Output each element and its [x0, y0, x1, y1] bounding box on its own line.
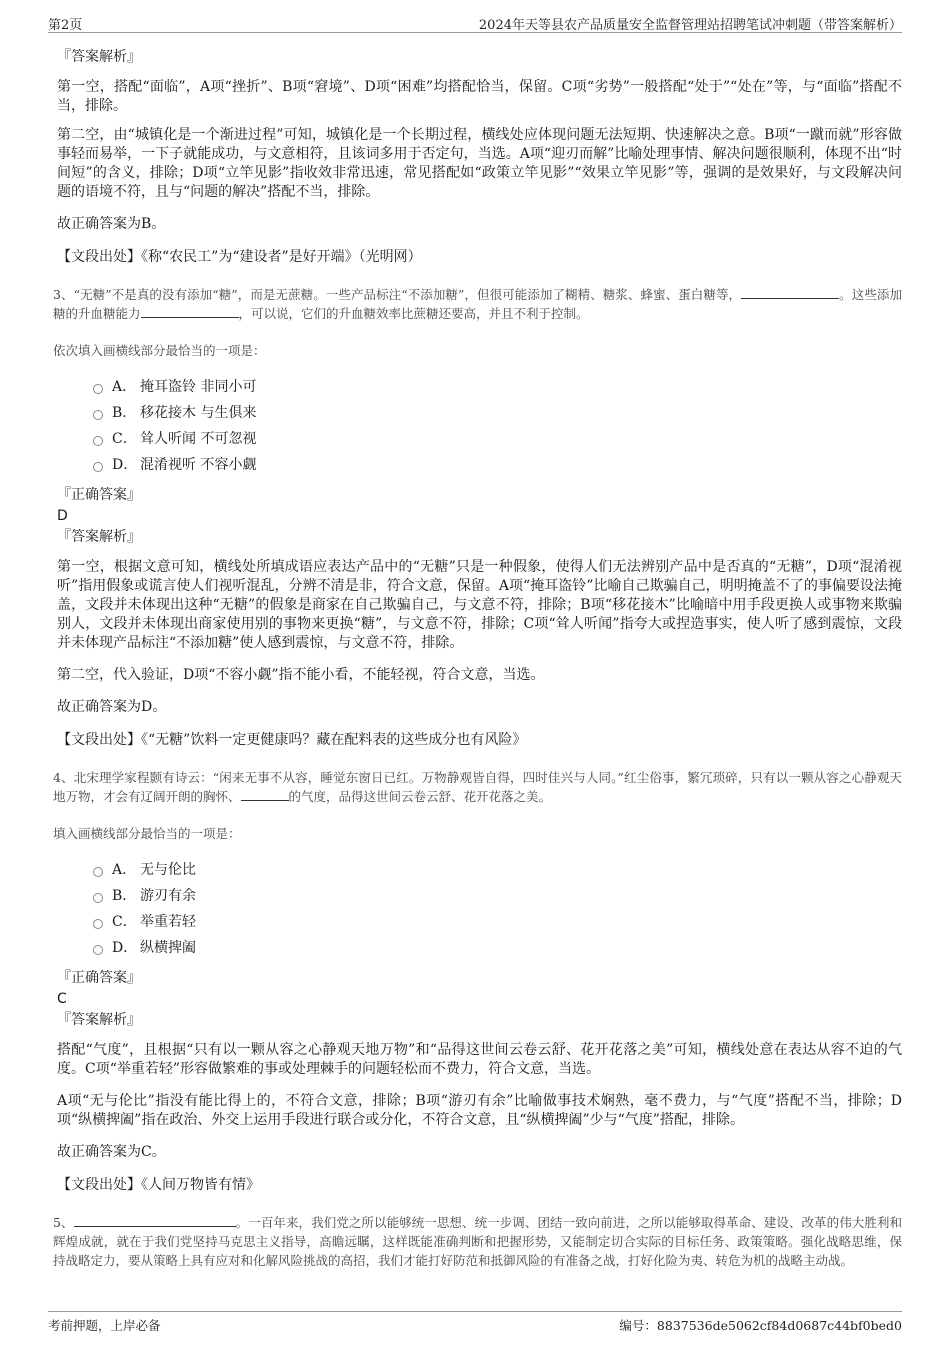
- document-id: 编号：8837536de5062cf84d0687c44bf0bed0: [619, 1318, 902, 1333]
- correct-answer: D: [57, 508, 68, 524]
- radio-icon[interactable]: [93, 945, 103, 955]
- option-d[interactable]: D． 纵横捭阖: [93, 935, 902, 961]
- analysis-paragraph: 第一空，根据文意可知，横线处所填成语应表达产品中的“无糖”只是一种假象，使得人们无法辨别产品中是否真的“无糖”，D项“混淆视听”指用假象或谎言使人们视听混乱，分辨不清是非，符合文意，保留。A项“掩耳盗铃”比喻自己欺骗自己，明明掩盖不了的事偏要设法掩盖，文段并未体现出这种“无糖”的假象是商家在自己欺骗自己，与文意不符，排除；B项“移花接木”比喻暗中用手段更换人或事物来欺骗别人，文段并未体现出商家使用别的事物来更换“糖”，与文意不符，排除；C项“耸人听闻”指夸大或捏造事实，使人听了感到震惊，文段并未体现产品标注“不添加糖”使人感到震惊，与文意不符，排除。: [57, 559, 902, 651]
- radio-icon[interactable]: [93, 384, 103, 394]
- option-b[interactable]: B． 移花接木 与生俱来: [93, 400, 902, 426]
- answer-blank: [74, 1214, 236, 1227]
- analysis-label: 『答案解析』: [57, 529, 141, 545]
- radio-icon[interactable]: [93, 410, 103, 420]
- question-4-text: 4、北宋理学家程颢有诗云：“闲来无事不从容，睡觉东窗日已红。万物静观皆自得，四时佳兴与人同。”红尘俗事，繁冗琐碎，只有以一颗从容之心静观天地万物，才会有辽阔开朗的胸怀、 的气度，品得这世间云卷云舒、花开花落之美。: [53, 770, 902, 804]
- page-header: [48, 12, 902, 33]
- option-c[interactable]: C． 举重若轻: [93, 909, 902, 935]
- question-instruction: 填入画横线部分最恰当的一项是：: [53, 826, 241, 841]
- document-body: [53, 40, 902, 1270]
- source-citation: 【文段出处】《人间万物皆有情》: [57, 1177, 260, 1193]
- source-citation: 【文段出处】《“无糖”饮料一定更健康吗？藏在配料表的这些成分也有风险》: [57, 732, 527, 748]
- page-footer: [48, 1311, 902, 1334]
- correct-answer: C: [57, 991, 67, 1007]
- document-title: 2024年天等县农产品质量安全监督管理站招聘笔试冲刺题（带答案解析）: [478, 18, 902, 33]
- source-citation: 【文段出处】《称“农民工”为“建设者”是好开端》（光明网）: [57, 249, 422, 265]
- analysis-label: 『答案解析』: [57, 1012, 141, 1028]
- question-4-options: [93, 857, 902, 961]
- correct-answer-label: 『正确答案』: [57, 487, 141, 503]
- page-number: 第2页: [48, 18, 83, 33]
- analysis-paragraph: A项“无与伦比”指没有能比得上的，不符合文意，排除；B项“游刃有余”比喻做事技术娴熟，毫不费力，与“气度”搭配不当，排除；D项“纵横捭阖”指在政治、外交上运用手段进行联合或分化，不符合文意，且“纵横捭阖”少与“气度”搭配，排除。: [57, 1093, 902, 1128]
- question-instruction: 依次填入画横线部分最恰当的一项是：: [53, 343, 266, 358]
- option-a[interactable]: A． 无与伦比: [93, 857, 902, 883]
- option-b[interactable]: B． 游刃有余: [93, 883, 902, 909]
- answer-blank: [241, 788, 289, 801]
- option-d[interactable]: D． 混淆视听 不容小觑: [93, 452, 902, 478]
- analysis-paragraph: 搭配“气度”，且根据“只有以一颗从容之心静观天地万物”和“品得这世间云卷云舒、花开花落之美”可知，横线处意在表达从容不迫的气度。C项“举重若轻”形容做繁难的事或处理棘手的问题轻松而不费力，符合文意，当选。: [57, 1042, 902, 1077]
- answer-blank: [741, 286, 839, 299]
- analysis-label: 『答案解析』: [57, 49, 141, 65]
- answer-blank: [141, 305, 239, 318]
- radio-icon[interactable]: [93, 462, 103, 472]
- analysis-paragraph: 第一空，搭配“面临”，A项“挫折”、B项“窘境”、D项“困难”均搭配恰当，保留。C项“劣势”一般搭配“处于”“处在”等，与“面临”搭配不当，排除。: [57, 79, 902, 114]
- radio-icon[interactable]: [93, 867, 103, 877]
- question-3-text: 3、“无糖”不是真的没有添加“糖”，而是无蔗糖。一些产品标注“不添加糖”，但很可能添加了糊精、糖浆、蜂蜜、蛋白糖等， 。这些添加糖的升血糖能力 ，可以说，它们的升血糖效率比蔗糖还要高，并且不利于控制。: [53, 287, 902, 321]
- conclusion: 故正确答案为D。: [57, 699, 167, 715]
- radio-icon[interactable]: [93, 893, 103, 903]
- radio-icon[interactable]: [93, 919, 103, 929]
- analysis-paragraph: 第二空，由“城镇化是一个渐进过程”可知，城镇化是一个长期过程，横线处应体现问题无法短期、快速解决之意。B项“一蹴而就”形容做事轻而易举，一下子就能成功，与文意相符，且该词多用于否定句，当选。A项“迎刃而解”比喻处理事情、解决问题很顺利，体现不出“时间短”的含义，排除；D项“立竿见影”指收效非常迅速，常见搭配如“政策立竿见影”“效果立竿见影”等，强调的是效果好，与文段解决问题的语境不符，且与“问题的解决”搭配不当，排除。: [57, 127, 902, 200]
- option-c[interactable]: C． 耸人听闻 不可忽视: [93, 426, 902, 452]
- option-a[interactable]: A． 掩耳盗铃 非同小可: [93, 374, 902, 400]
- conclusion: 故正确答案为B。: [57, 216, 166, 232]
- footer-slogan: 考前押题，上岸必备: [48, 1318, 161, 1333]
- analysis-paragraph: 第二空，代入验证，D项“不容小觑”指不能小看，不能轻视，符合文意，当选。: [57, 667, 545, 683]
- radio-icon[interactable]: [93, 436, 103, 446]
- correct-answer-label: 『正确答案』: [57, 970, 141, 986]
- question-5-text: 5、 。一百年来，我们党之所以能够统一思想、统一步调、团结一致向前进，之所以能够取得革命、建设、改革的伟大胜利和辉煌成就，就在于我们党坚持马克思主义指导，高瞻远瞩，这样既能准确判断和把握形势，又能制定切合实际的目标任务、政策策略。强化战略思维，保持战略定力，要从策略上具有应对和化解风险挑战的高招，我们才能打好防范和抵御风险的有准备之战，打好化险为夷、转危为机的战略主动战。: [53, 1215, 902, 1268]
- conclusion: 故正确答案为C。: [57, 1144, 166, 1160]
- question-3-options: [93, 374, 902, 478]
